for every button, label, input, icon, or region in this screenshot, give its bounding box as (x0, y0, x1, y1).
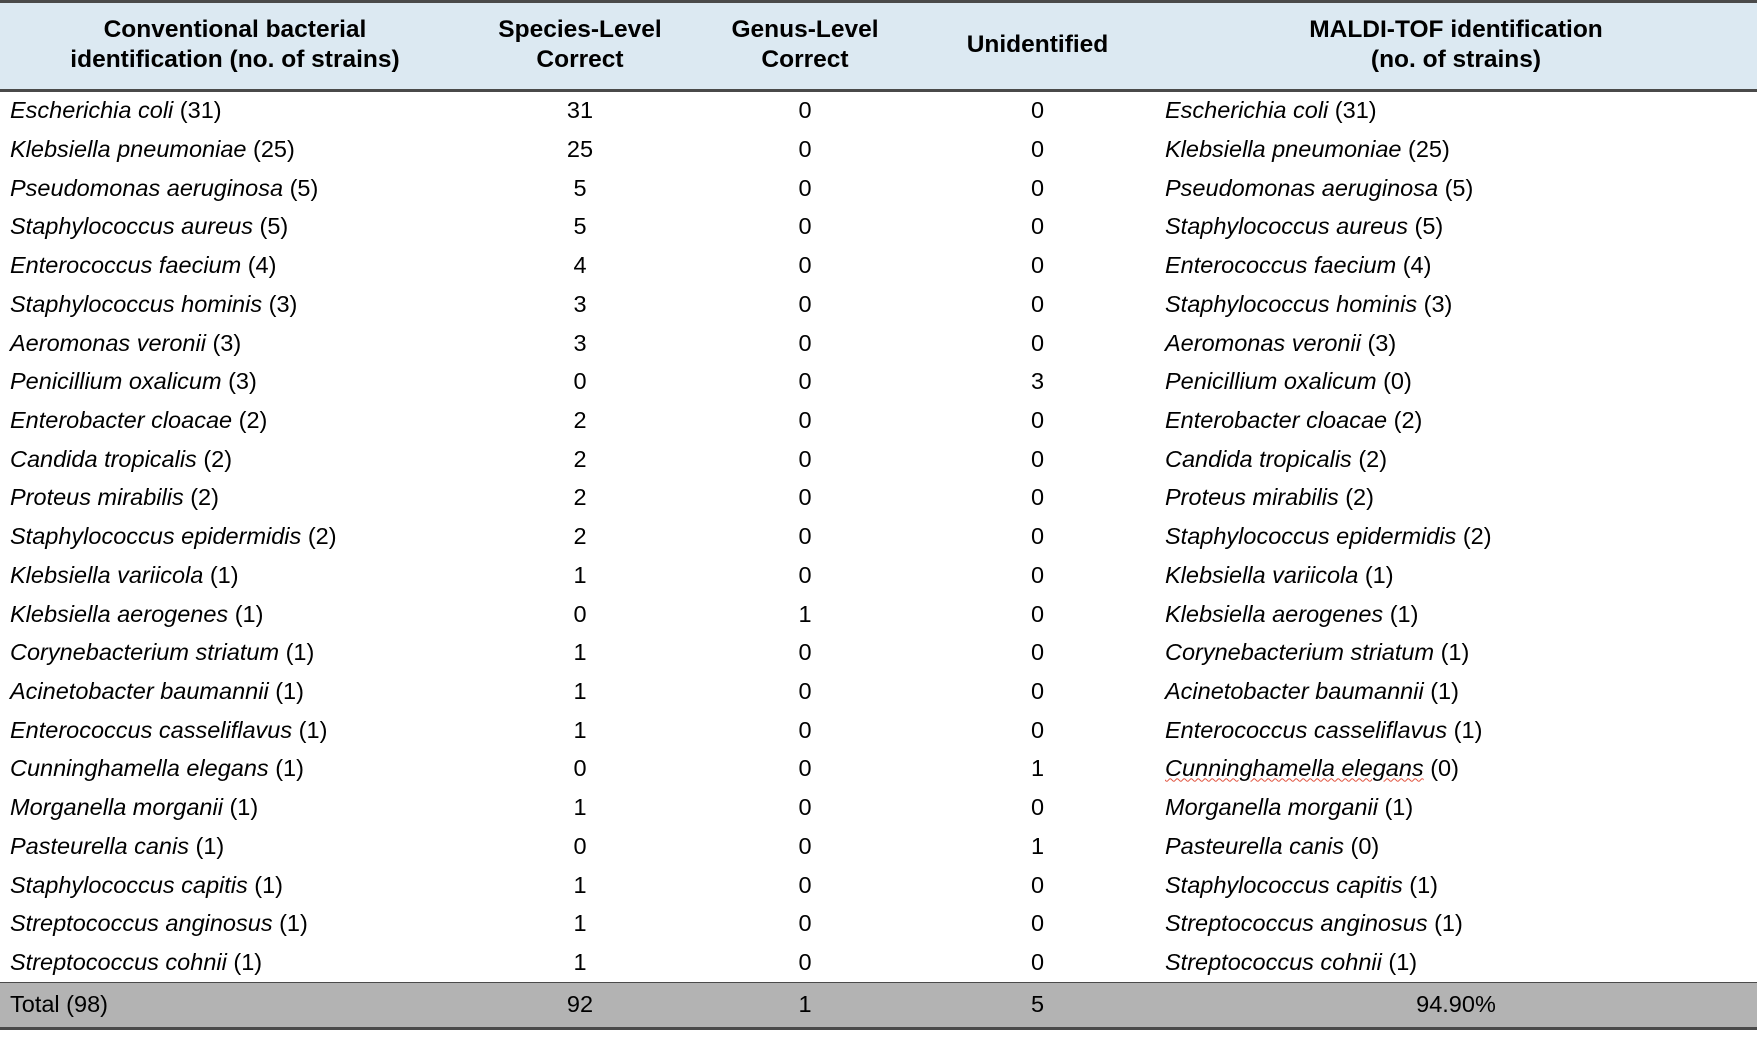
cell-species-level-correct: 1 (573, 794, 587, 821)
cell-species-level-correct: 0 (573, 600, 587, 627)
cell-conventional-identification (0, 90, 470, 130)
organism-strain-count: (3) (212, 329, 242, 356)
maldi-strain-count: (0) (1350, 832, 1380, 859)
column-header-line-1: Conventional bacterial (103, 16, 367, 43)
table-total-row (0, 983, 1757, 1029)
maldi-organism-name: Pasteurella canis (1165, 832, 1344, 859)
maldi-strain-count: (2) (1393, 407, 1423, 433)
cell-genus-level-correct: 0 (798, 871, 812, 898)
cell-genus-level-correct: 0 (798, 678, 812, 705)
column-header-line-1: Species-Level (498, 16, 662, 43)
cell-conventional-identification (0, 208, 470, 247)
cell-maldi-tof-identification (1155, 827, 1757, 866)
organism-name: Acinetobacter baumannii (10, 678, 269, 705)
cell-genus-level-correct: 1 (798, 600, 812, 627)
table-header-row (0, 2, 1757, 91)
cell-maldi-tof-identification (1155, 518, 1757, 557)
organism-name: Staphylococcus hominis (10, 290, 263, 317)
organism-strain-count: (1) (209, 561, 239, 588)
cell-conventional-identification (0, 944, 470, 983)
cell-genus-level-correct: 0 (798, 755, 812, 782)
cell-unidentified: 0 (1030, 484, 1045, 511)
organism-name: Enterococcus casseliflavus (10, 716, 293, 743)
cell-species-level-correct: 0 (573, 832, 587, 859)
organism-strain-count: (1) (279, 910, 308, 937)
cell-species-level-correct: 2 (573, 445, 587, 472)
table-row (0, 634, 1757, 673)
maldi-organism-name: Cunninghamella elegans (1165, 755, 1424, 782)
maldi-strain-count: (31) (1334, 97, 1377, 124)
maldi-organism-name: Proteus mirabilis (1165, 484, 1339, 511)
maldi-strain-count: (1) (1440, 639, 1470, 666)
maldi-strain-count: (2) (1345, 484, 1374, 511)
maldi-strain-count: (1) (1388, 949, 1418, 976)
maldi-organism-name: Enterobacter cloacae (1165, 407, 1388, 433)
maldi-strain-count: (2) (1358, 445, 1388, 472)
organism-name: Escherichia coli (10, 97, 174, 124)
cell-species-level-correct: 25 (566, 135, 594, 162)
cell-unidentified: 0 (1030, 678, 1045, 705)
organism-name: Cunninghamella elegans (10, 755, 269, 782)
cell-unidentified: 0 (1030, 135, 1045, 162)
cell-genus-level-correct: 0 (798, 174, 812, 201)
cell-conventional-identification (0, 169, 470, 208)
maldi-organism-name: Candida tropicalis (1165, 445, 1352, 472)
maldi-organism-name: Streptococcus cohnii (1165, 949, 1382, 976)
cell-maldi-tof-identification (1155, 944, 1757, 983)
organism-strain-count: (3) (228, 368, 257, 395)
maldi-strain-count: (1) (1430, 678, 1459, 705)
organism-name: Enterococcus faecium (10, 252, 242, 279)
cell-unidentified: 0 (1030, 600, 1045, 627)
cell-unidentified: 0 (1030, 290, 1045, 317)
cell-total-genus-level-correct: 1 (690, 983, 920, 1029)
cell-maldi-tof-identification (1155, 905, 1757, 944)
cell-maldi-tof-identification (1155, 402, 1757, 441)
cell-genus-level-correct: 0 (798, 213, 812, 240)
cell-conventional-identification (0, 673, 470, 712)
table-row (0, 673, 1757, 712)
cell-maldi-tof-identification (1155, 634, 1757, 673)
table-row (0, 402, 1757, 441)
maldi-organism-name: Klebsiella variicola (1165, 561, 1359, 588)
cell-maldi-tof-identification (1155, 169, 1757, 208)
table-row (0, 324, 1757, 363)
cell-unidentified: 0 (1030, 329, 1045, 356)
organism-strain-count: (1) (298, 716, 328, 743)
organism-strain-count: (1) (275, 755, 304, 782)
organism-name: Klebsiella pneumoniae (10, 135, 247, 162)
maldi-strain-count: (5) (1444, 174, 1474, 201)
cell-conventional-identification (0, 556, 470, 595)
cell-maldi-tof-identification (1155, 866, 1757, 905)
organism-name: Candida tropicalis (10, 445, 197, 472)
cell-species-level-correct: 1 (573, 678, 587, 705)
cell-species-level-correct: 1 (573, 561, 587, 588)
table-row (0, 789, 1757, 828)
organism-name: Streptococcus anginosus (10, 910, 273, 937)
maldi-organism-name: Acinetobacter baumannii (1165, 678, 1424, 705)
organism-name: Morganella morganii (10, 794, 223, 821)
cell-maldi-tof-identification (1155, 711, 1757, 750)
cell-maldi-tof-identification (1155, 750, 1757, 789)
organism-name: Aeromonas veronii (10, 329, 206, 356)
column-header-line-2: Correct (761, 45, 849, 73)
maldi-organism-name: Klebsiella pneumoniae (1165, 135, 1402, 162)
column-header-line-2: Correct (536, 45, 624, 73)
cell-maldi-tof-identification (1155, 208, 1757, 247)
column-header-maldi-tof-identification (1155, 2, 1757, 91)
table-row (0, 169, 1757, 208)
cell-genus-level-correct: 0 (798, 368, 812, 395)
organism-strain-count: (2) (307, 523, 337, 550)
maldi-strain-count: (2) (1462, 523, 1492, 550)
cell-unidentified: 3 (1030, 368, 1045, 395)
cell-unidentified: 0 (1030, 561, 1045, 588)
cell-species-level-correct: 1 (573, 639, 587, 666)
organism-name: Pasteurella canis (10, 832, 189, 859)
table-row (0, 479, 1757, 518)
organism-strain-count: (2) (203, 445, 233, 472)
organism-strain-count: (2) (238, 407, 268, 433)
organism-strain-count: (1) (233, 949, 263, 976)
table-row (0, 130, 1757, 169)
cell-species-level-correct: 3 (573, 290, 587, 317)
cell-species-level-correct: 2 (573, 484, 587, 511)
cell-unidentified: 0 (1030, 794, 1045, 821)
cell-conventional-identification (0, 711, 470, 750)
organism-name: Staphylococcus epidermidis (10, 523, 302, 550)
organism-name: Klebsiella aerogenes (10, 600, 229, 627)
cell-conventional-identification (0, 866, 470, 905)
cell-species-level-correct: 0 (573, 755, 587, 782)
cell-genus-level-correct: 0 (798, 445, 812, 472)
maldi-organism-name: Morganella morganii (1165, 794, 1378, 821)
cell-maldi-tof-identification (1155, 247, 1757, 286)
column-header-species-level-correct (470, 2, 690, 91)
cell-species-level-correct: 1 (573, 910, 587, 937)
cell-total-maldi-accuracy: 94.90% (1155, 983, 1757, 1029)
maldi-strain-count: (1) (1434, 910, 1463, 937)
cell-unidentified: 0 (1030, 213, 1045, 240)
maldi-organism-name: Pseudomonas aeruginosa (1165, 174, 1439, 201)
table-row (0, 208, 1757, 247)
cell-species-level-correct: 4 (573, 252, 587, 279)
maldi-organism-name: Aeromonas veronii (1165, 329, 1361, 356)
maldi-organism-name: Staphylococcus hominis (1165, 290, 1418, 317)
cell-maldi-tof-identification (1155, 789, 1757, 828)
cell-genus-level-correct: 0 (798, 290, 812, 317)
cell-unidentified: 0 (1030, 639, 1045, 666)
table-row (0, 866, 1757, 905)
cell-maldi-tof-identification (1155, 324, 1757, 363)
cell-conventional-identification (0, 789, 470, 828)
organism-strain-count: (1) (275, 678, 304, 705)
organism-strain-count: (5) (289, 174, 319, 201)
table-row (0, 595, 1757, 634)
maldi-strain-count: (1) (1384, 794, 1414, 821)
cell-total-label: Total (98) (0, 983, 470, 1029)
organism-name: Staphylococcus aureus (10, 213, 253, 240)
cell-unidentified: 0 (1030, 949, 1045, 976)
cell-maldi-tof-identification (1155, 556, 1757, 595)
cell-species-level-correct: 5 (573, 174, 587, 201)
cell-conventional-identification (0, 363, 470, 402)
column-header-line-2: (no. of strains) (1370, 45, 1542, 73)
cell-species-level-correct: 1 (573, 871, 587, 898)
cell-unidentified: 0 (1030, 407, 1045, 433)
cell-genus-level-correct: 0 (798, 329, 812, 356)
cell-genus-level-correct: 0 (798, 910, 812, 937)
maldi-strain-count: (1) (1453, 716, 1483, 743)
maldi-strain-count: (3) (1367, 329, 1397, 356)
organism-name: Klebsiella variicola (10, 561, 204, 588)
cell-unidentified: 0 (1030, 174, 1045, 201)
cell-conventional-identification (0, 130, 470, 169)
column-header-conventional-identification (0, 2, 470, 91)
maldi-organism-name: Staphylococcus aureus (1165, 213, 1408, 240)
column-header-line-1: MALDI-TOF identification (1309, 16, 1603, 43)
cell-genus-level-correct: 0 (798, 716, 812, 743)
cell-conventional-identification (0, 905, 470, 944)
cell-genus-level-correct: 0 (798, 252, 812, 279)
maldi-organism-name: Enterococcus casseliflavus (1165, 716, 1448, 743)
table-row (0, 363, 1757, 402)
organism-name: Streptococcus cohnii (10, 949, 227, 976)
maldi-organism-name: Staphylococcus capitis (1165, 871, 1403, 898)
cell-genus-level-correct: 0 (798, 484, 812, 511)
table-row (0, 518, 1757, 557)
table-row (0, 905, 1757, 944)
cell-species-level-correct: 2 (573, 407, 587, 433)
maldi-strain-count: (5) (1414, 213, 1444, 240)
cell-maldi-tof-identification (1155, 440, 1757, 479)
table-row (0, 556, 1757, 595)
cell-unidentified: 0 (1030, 252, 1045, 279)
cell-maldi-tof-identification (1155, 285, 1757, 324)
table-row (0, 750, 1757, 789)
maldi-strain-count: (1) (1389, 600, 1419, 627)
cell-unidentified: 0 (1030, 910, 1045, 937)
cell-conventional-identification (0, 402, 470, 441)
cell-species-level-correct: 2 (573, 523, 587, 550)
cell-maldi-tof-identification (1155, 130, 1757, 169)
cell-species-level-correct: 1 (573, 949, 587, 976)
cell-conventional-identification (0, 247, 470, 286)
organism-strain-count: (1) (285, 639, 315, 666)
cell-unidentified: 0 (1030, 523, 1045, 550)
maldi-organism-name: Penicillium oxalicum (1165, 368, 1377, 395)
table-row (0, 285, 1757, 324)
column-header-unidentified (920, 2, 1155, 91)
maldi-strain-count: (0) (1430, 755, 1459, 782)
organism-strain-count: (31) (179, 97, 222, 124)
table-row (0, 90, 1757, 130)
cell-conventional-identification (0, 479, 470, 518)
table-row (0, 247, 1757, 286)
cell-genus-level-correct: 0 (798, 832, 812, 859)
cell-genus-level-correct: 0 (798, 639, 812, 666)
organism-strain-count: (1) (229, 794, 259, 821)
maldi-strain-count: (3) (1423, 290, 1453, 317)
organism-strain-count: (25) (253, 135, 295, 162)
organism-name: Corynebacterium striatum (10, 639, 280, 666)
maldi-organism-name: Klebsiella aerogenes (1165, 600, 1384, 627)
table-row (0, 440, 1757, 479)
cell-maldi-tof-identification (1155, 90, 1757, 130)
maldi-organism-name: Streptococcus anginosus (1165, 910, 1428, 937)
cell-conventional-identification (0, 827, 470, 866)
maldi-strain-count: (1) (1364, 561, 1394, 588)
cell-maldi-tof-identification (1155, 673, 1757, 712)
organism-name: Staphylococcus capitis (10, 871, 248, 898)
cell-conventional-identification (0, 518, 470, 557)
column-header-line-1: Genus-Level (731, 16, 879, 43)
cell-unidentified: 1 (1030, 755, 1045, 782)
organism-strain-count: (5) (259, 213, 289, 240)
table-head (0, 2, 1757, 91)
cell-maldi-tof-identification (1155, 479, 1757, 518)
cell-conventional-identification (0, 285, 470, 324)
cell-conventional-identification (0, 595, 470, 634)
table-row (0, 711, 1757, 750)
organism-strain-count: (1) (254, 871, 283, 898)
cell-conventional-identification (0, 750, 470, 789)
maldi-organism-name: Corynebacterium striatum (1165, 639, 1435, 666)
organism-name: Penicillium oxalicum (10, 368, 222, 395)
table-row (0, 827, 1757, 866)
cell-conventional-identification (0, 440, 470, 479)
maldi-organism-name: Enterococcus faecium (1165, 252, 1397, 279)
cell-maldi-tof-identification (1155, 363, 1757, 402)
cell-unidentified: 0 (1030, 871, 1045, 898)
maldi-organism-name: Staphylococcus epidermidis (1165, 523, 1457, 550)
cell-unidentified: 0 (1030, 716, 1045, 743)
organism-name: Enterobacter cloacae (10, 407, 233, 433)
cell-species-level-correct: 3 (573, 329, 587, 356)
cell-genus-level-correct: 0 (798, 407, 812, 433)
maldi-strain-count: (25) (1408, 135, 1450, 162)
cell-genus-level-correct: 0 (798, 794, 812, 821)
cell-species-level-correct: 0 (573, 368, 587, 395)
cell-unidentified: 0 (1030, 445, 1045, 472)
organism-strain-count: (1) (234, 600, 264, 627)
maldi-organism-name: Escherichia coli (1165, 97, 1329, 124)
cell-genus-level-correct: 0 (798, 523, 812, 550)
cell-species-level-correct: 5 (573, 213, 587, 240)
column-header-genus-level-correct (690, 2, 920, 91)
cell-unidentified: 1 (1030, 832, 1045, 859)
cell-species-level-correct: 31 (566, 97, 594, 124)
cell-species-level-correct: 1 (573, 716, 587, 743)
organism-name: Proteus mirabilis (10, 484, 184, 511)
column-header-line-1: Unidentified (966, 30, 1109, 58)
cell-genus-level-correct: 0 (798, 949, 812, 976)
cell-genus-level-correct: 0 (798, 561, 812, 588)
organism-strain-count: (3) (268, 290, 298, 317)
cell-genus-level-correct: 0 (798, 97, 812, 124)
table-row (0, 944, 1757, 983)
organism-strain-count: (2) (190, 484, 219, 511)
maldi-strain-count: (1) (1409, 871, 1438, 898)
cell-genus-level-correct: 0 (798, 135, 812, 162)
organism-strain-count: (4) (247, 252, 277, 279)
cell-total-species-level-correct: 92 (470, 983, 690, 1029)
maldi-strain-count: (0) (1383, 368, 1412, 395)
maldi-strain-count: (4) (1402, 252, 1432, 279)
cell-conventional-identification (0, 634, 470, 673)
column-header-line-2: identification (no. of strains) (70, 45, 400, 73)
cell-conventional-identification (0, 324, 470, 363)
cell-maldi-tof-identification (1155, 595, 1757, 634)
cell-total-unidentified: 5 (920, 983, 1155, 1029)
cell-unidentified: 0 (1030, 97, 1045, 124)
table-body (0, 90, 1757, 1028)
organism-strain-count: (1) (195, 832, 225, 859)
organism-name: Pseudomonas aeruginosa (10, 174, 284, 201)
